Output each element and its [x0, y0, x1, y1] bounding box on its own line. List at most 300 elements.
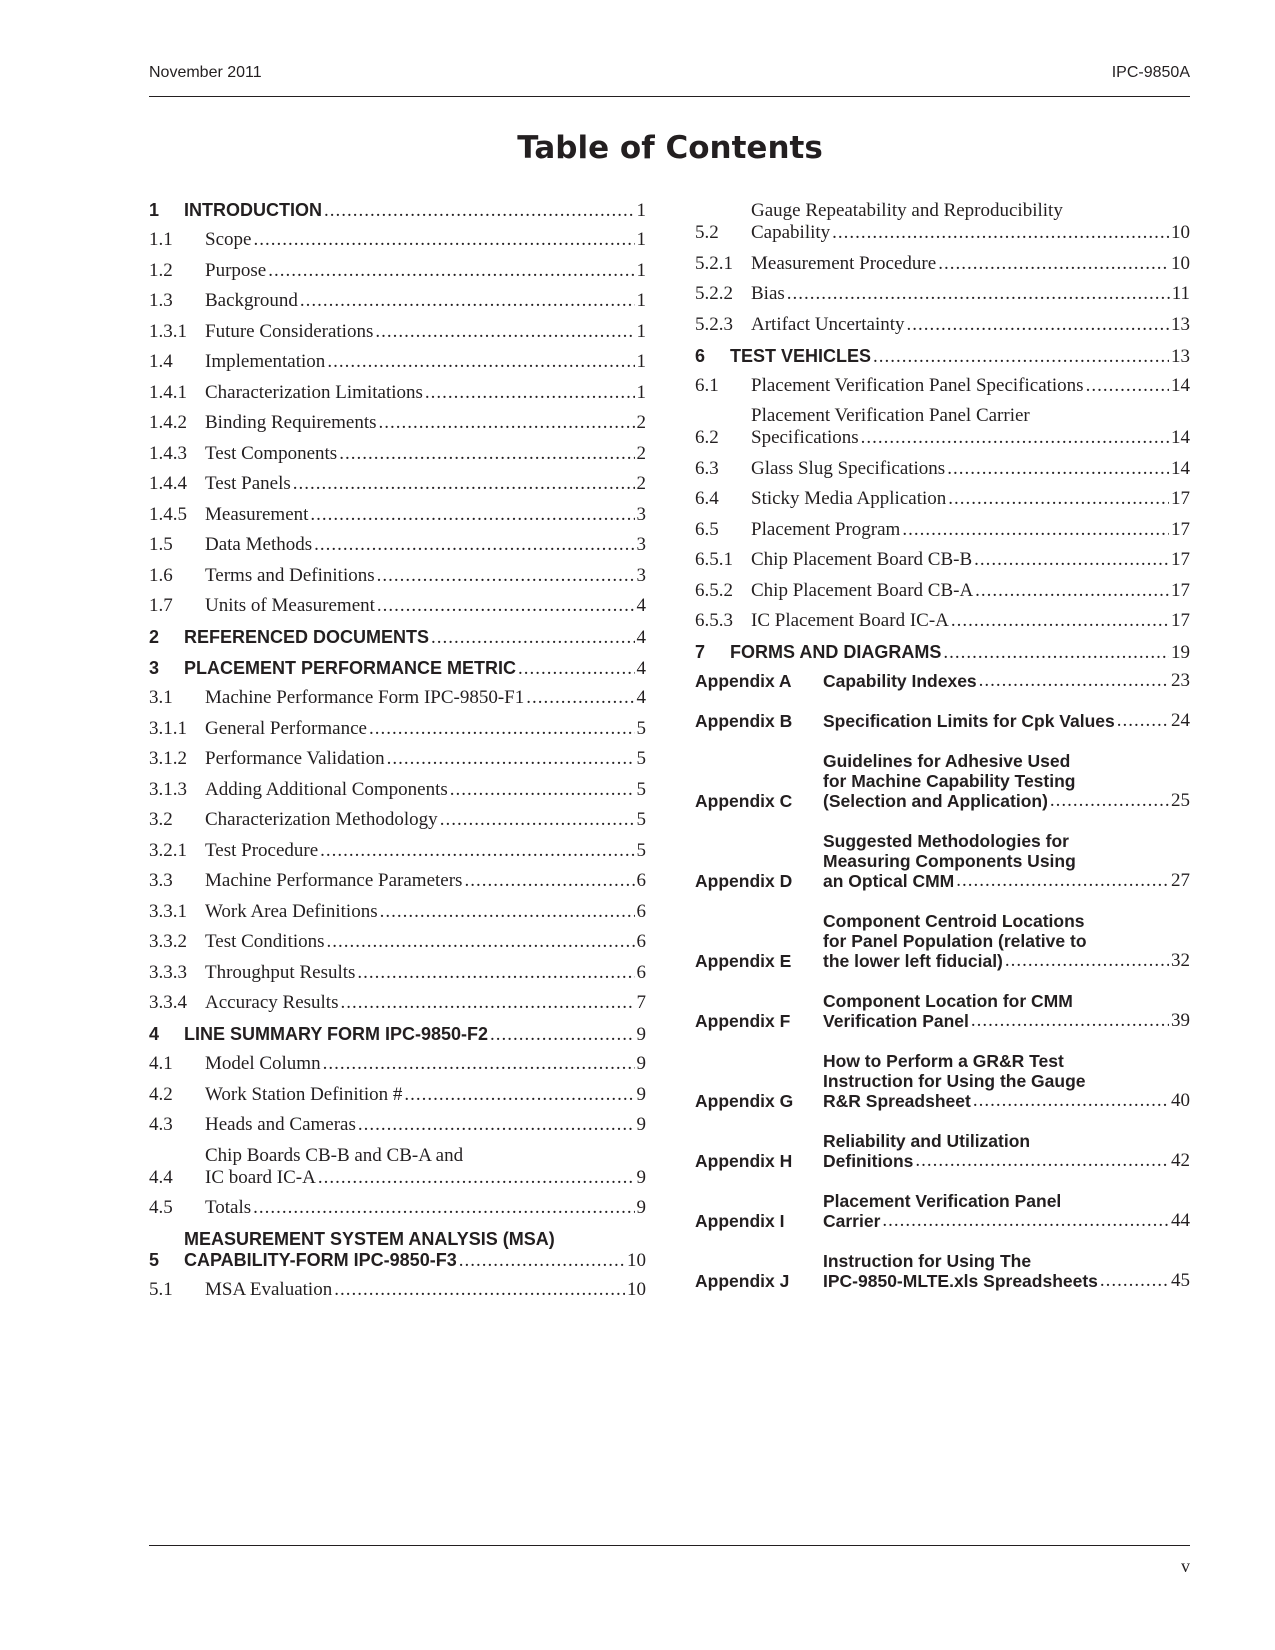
toc-entry-title: Throughput Results: [205, 961, 356, 983]
toc-entry-number: 6.5.3: [695, 610, 733, 631]
toc-entry-number: Appendix D: [695, 871, 793, 891]
toc-entry: [149, 1053, 646, 1075]
toc-entry-number: 5.2: [695, 222, 719, 243]
toc-dot-leader: [979, 671, 1169, 691]
toc-dot-leader: [1005, 951, 1169, 971]
toc-entry-number: 3.2.1: [149, 839, 187, 861]
toc-entry-page: 1: [636, 290, 646, 311]
toc-entry: [695, 671, 1190, 691]
toc-entry-page: 44: [1171, 1210, 1190, 1231]
toc-entry-number: Appendix A: [695, 671, 792, 691]
toc-entry-page: 24: [1171, 710, 1190, 731]
toc-entry-title: Bias: [751, 283, 785, 304]
toc-entry: [695, 253, 1190, 275]
toc-dot-leader: [464, 870, 634, 892]
toc-entry-title: General Performance: [205, 717, 367, 739]
toc-entry-number: 1.1: [149, 229, 173, 250]
toc-entry-number: 3.1.2: [149, 748, 187, 769]
toc-entry-number: Appendix G: [695, 1091, 794, 1111]
toc-entry-title: Background: [205, 290, 298, 311]
toc-entry-page: 6: [636, 870, 646, 891]
toc-entry: [149, 382, 646, 404]
toc-entry-title: Chip Placement Board CB-B: [751, 549, 973, 570]
toc-entry-page: 19: [1171, 642, 1190, 663]
toc-entry-title: Future Considerations: [205, 320, 374, 342]
toc-entry-number: 3.3.1: [149, 900, 187, 922]
toc-entry: [149, 412, 646, 434]
toc-dot-leader: [943, 642, 1169, 663]
toc-entry-title: Glass Slug Specifications: [751, 457, 946, 479]
toc-entry-page: 14: [1171, 374, 1190, 396]
toc-entry-title: Purpose: [205, 259, 267, 281]
toc-entry-title-line: Suggested Methodologies for: [823, 831, 1069, 851]
toc-entry-page: 23: [1171, 670, 1190, 691]
toc-dot-leader: [518, 658, 635, 679]
toc-entry-title: Machine Performance Parameters: [205, 870, 463, 891]
toc-entry-title: Test Components: [205, 442, 338, 464]
toc-entry-title: Test Panels: [205, 473, 291, 494]
toc-entry: [149, 809, 646, 831]
toc-entry-number: 3: [149, 658, 160, 678]
toc-dot-leader: [975, 580, 1169, 602]
toc-dot-leader: [490, 1024, 634, 1045]
toc-entry-title: Capability Indexes: [823, 671, 977, 691]
toc-dot-leader: [425, 382, 635, 404]
toc-entry-title: Characterization Methodology: [205, 809, 438, 830]
toc-entry: [149, 1197, 646, 1219]
toc-entry-title: CAPABILITY-FORM IPC-9850-F3: [184, 1250, 457, 1270]
toc-entry: [149, 534, 646, 556]
toc-entry-title: R&R Spreadsheet: [823, 1091, 971, 1111]
toc-entry-page: 5: [636, 748, 646, 769]
toc-dot-leader: [915, 1151, 1169, 1171]
toc-entry: [695, 831, 1190, 891]
toc-entry-page: 4: [636, 595, 646, 616]
toc-entry-page: 9: [636, 1083, 646, 1105]
toc-entry-title: Capability: [751, 222, 831, 243]
toc-entry-number: 7: [695, 642, 706, 662]
toc-entry-title: Work Station Definition #: [205, 1083, 403, 1105]
toc-entry: [149, 504, 646, 526]
toc-dot-leader: [938, 253, 1169, 275]
toc-entry: [149, 200, 646, 221]
toc-dot-leader: [377, 565, 635, 587]
toc-entry-title-line: Component Location for CMM: [823, 991, 1073, 1011]
toc-entry-page: 5: [636, 809, 646, 830]
toc-entry-title: MSA Evaluation: [205, 1279, 333, 1300]
toc-entry-title-line: Gauge Repeatability and Reproducibility: [751, 200, 1063, 221]
toc-entry-number: Appendix J: [695, 1271, 790, 1291]
toc-entry-number: 1.7: [149, 595, 173, 616]
toc-dot-leader: [1100, 1271, 1169, 1291]
toc-entry-number: 5.1: [149, 1279, 173, 1300]
toc-entry-page: 32: [1171, 950, 1190, 971]
toc-entry: [149, 1279, 646, 1301]
toc-entry-title: IC Placement Board IC-A: [751, 610, 949, 631]
toc-entry-number: 4.4: [149, 1166, 173, 1188]
toc-entry-title: Totals: [205, 1197, 252, 1218]
toc-entry-title-line: for Panel Population (relative to: [823, 931, 1087, 951]
toc-entry-title: Chip Placement Board CB-A: [751, 579, 974, 601]
toc-entry-page: 17: [1171, 549, 1190, 570]
toc-entry-title: the lower left fiducial): [823, 951, 1003, 971]
header-date: November 2011: [149, 64, 262, 81]
toc-dot-leader: [358, 1114, 635, 1136]
toc-dot-leader: [369, 718, 635, 740]
toc-entry-title: Scope: [205, 229, 252, 250]
toc-dot-leader: [357, 962, 634, 984]
toc-entry: [695, 911, 1190, 971]
toc-entry: [695, 751, 1190, 811]
toc-entry: [149, 1024, 646, 1045]
toc-entry-title: PLACEMENT PERFORMANCE METRIC: [184, 658, 516, 678]
toc-entry: [149, 870, 646, 892]
toc-entry-title-line: for Machine Capability Testing: [823, 771, 1076, 791]
toc-entry-title-line: Measuring Components Using: [823, 851, 1076, 871]
toc-entry-page: 13: [1171, 345, 1190, 367]
toc-entry-title-line: How to Perform a GR&R Test: [823, 1051, 1064, 1071]
toc-dot-leader: [253, 229, 634, 251]
toc-entry-page: 5: [636, 778, 646, 800]
toc-dot-leader: [310, 504, 634, 526]
toc-entry: [695, 642, 1190, 663]
toc-entry-page: 5: [636, 839, 646, 861]
toc-entry: [695, 200, 1190, 244]
toc-entry-number: 1.3.1: [149, 320, 187, 342]
toc-entry-title: FORMS AND DIAGRAMS: [730, 642, 942, 662]
toc-dot-leader: [882, 1211, 1169, 1231]
toc-entry: [149, 290, 646, 312]
toc-entry-number: 5.2.3: [695, 313, 733, 335]
toc-entry-page: 17: [1171, 488, 1190, 509]
toc-dot-leader: [1050, 791, 1169, 811]
page-header: [149, 64, 1190, 97]
toc-entry: [149, 931, 646, 953]
toc-entry-number: Appendix H: [695, 1151, 793, 1171]
toc-entry: [149, 962, 646, 984]
toc-dot-leader: [318, 1167, 635, 1189]
toc-entry-title: INTRODUCTION: [184, 200, 322, 220]
toc-entry: [149, 229, 646, 251]
toc-dot-leader: [404, 1084, 634, 1106]
toc-entry: [695, 375, 1190, 397]
toc-entry: [695, 549, 1190, 571]
footer-page-number: v: [1181, 1556, 1190, 1576]
toc-entry-number: Appendix C: [695, 791, 793, 811]
toc-dot-leader: [327, 931, 635, 953]
toc-entry-number: 1.4.5: [149, 503, 187, 525]
toc-dot-leader: [340, 992, 634, 1014]
toc-dot-leader: [787, 283, 1170, 305]
toc-entry-page: 39: [1171, 1010, 1190, 1031]
toc-entry-title: Specifications: [751, 427, 859, 448]
toc-entry: [695, 1251, 1190, 1291]
toc-entry-page: 1: [636, 320, 646, 342]
toc-entry-number: 1.2: [149, 259, 173, 281]
toc-entry-page: 10: [1171, 252, 1190, 274]
toc-entry: [149, 1229, 646, 1271]
header-doc-id: IPC-9850A: [1111, 64, 1190, 81]
toc-entry-title: Adding Additional Components: [205, 778, 448, 800]
toc-dot-leader: [440, 809, 635, 831]
toc-entry-title: Binding Requirements: [205, 412, 377, 433]
toc-entry: [695, 405, 1190, 449]
toc-entry: [149, 473, 646, 495]
toc-dot-leader: [323, 1053, 635, 1075]
toc-entry-page: 9: [636, 1197, 646, 1218]
toc-entry-title-line: Instruction for Using The: [823, 1251, 1032, 1271]
toc-entry-title-line: Instruction for Using the Gauge: [823, 1071, 1086, 1091]
toc-entry-page: 1: [636, 351, 646, 372]
toc-entry: [695, 610, 1190, 632]
toc-entry-title: Artifact Uncertainty: [751, 313, 905, 335]
toc-dot-leader: [300, 290, 635, 312]
toc-entry-number: 6.2: [695, 427, 719, 448]
toc-entry: [149, 1084, 646, 1106]
toc-entry-title: Carrier: [823, 1211, 881, 1231]
toc-entry-title: Terms and Definitions: [205, 564, 375, 586]
toc-entry-title-line: Placement Verification Panel Carrier: [751, 405, 1030, 426]
toc-entry: [695, 1131, 1190, 1171]
toc-entry-page: 1: [636, 259, 646, 281]
toc-dot-leader: [907, 314, 1169, 336]
toc-dot-leader: [431, 627, 634, 648]
toc-dot-leader: [832, 222, 1169, 244]
toc-entry-title: Units of Measurement: [205, 595, 375, 616]
toc-entry-page: 2: [636, 473, 646, 494]
toc-entry-number: 6.3: [695, 457, 719, 479]
toc-entry-title: Test Procedure: [205, 839, 319, 861]
toc-entry-title: Data Methods: [205, 534, 313, 555]
toc-entry-page: 25: [1171, 790, 1190, 811]
toc-entry-page: 9: [636, 1053, 646, 1074]
toc-entry-number: 2: [149, 627, 160, 647]
toc-entry-number: 1.4.4: [149, 473, 187, 494]
toc-entry-page: 3: [636, 564, 646, 586]
toc-dot-leader: [339, 443, 634, 465]
toc-entry-number: 6.4: [695, 488, 719, 509]
toc-entry-page: 45: [1171, 1270, 1190, 1291]
toc-entry-page: 14: [1171, 427, 1190, 448]
toc-entry-title-line: Chip Boards CB-B and CB-A and: [205, 1144, 464, 1166]
toc-entry: [695, 991, 1190, 1031]
toc-entry: [695, 346, 1190, 367]
toc-entry-number: Appendix I: [695, 1211, 785, 1231]
toc-dot-leader: [971, 1011, 1169, 1031]
toc-entry-title: Verification Panel: [823, 1011, 969, 1031]
toc-entry-title-line: MEASUREMENT SYSTEM ANALYSIS (MSA): [184, 1229, 555, 1249]
toc-entry-title: Accuracy Results: [205, 992, 339, 1013]
toc-entry-title: Performance Validation: [205, 748, 385, 769]
toc-entry: [695, 711, 1190, 731]
toc-right-column: [695, 200, 1190, 1311]
toc-entry-number: 5.2.1: [695, 252, 733, 274]
toc-entry: [149, 658, 646, 679]
toc-entry-page: 9: [636, 1114, 646, 1135]
toc-entry-title: Placement Program: [751, 518, 901, 540]
toc-entry-number: 6.5.2: [695, 579, 733, 601]
toc-dot-leader: [334, 1279, 625, 1301]
toc-entry-title: Heads and Cameras: [205, 1114, 356, 1135]
toc-entry-title: REFERENCED DOCUMENTS: [184, 627, 430, 647]
toc-entry-number: 1.3: [149, 290, 173, 311]
toc-dot-leader: [1117, 711, 1169, 731]
toc-entry: [695, 1051, 1190, 1111]
toc-dot-leader: [948, 488, 1169, 510]
toc-entry-number: Appendix B: [695, 711, 793, 731]
toc-entry: [695, 519, 1190, 541]
toc-entry-title: Work Area Definitions: [205, 900, 378, 922]
toc-dot-leader: [861, 427, 1169, 449]
toc-entry-number: 1.4.1: [149, 381, 187, 403]
toc-entry-page: 3: [636, 534, 646, 555]
toc-entry: [149, 748, 646, 770]
toc-entry-number: 1.4.2: [149, 412, 187, 433]
toc-entry-page: 10: [627, 1279, 646, 1300]
toc-entry-title: Characterization Limitations: [205, 381, 423, 403]
toc-entry-number: 5.2.2: [695, 283, 733, 304]
toc-entry-page: 9: [636, 1166, 646, 1188]
toc-entry-number: Appendix F: [695, 1011, 791, 1031]
toc-dot-leader: [450, 779, 635, 801]
toc-entry-page: 4: [636, 687, 646, 708]
toc-entry-number: 4: [149, 1024, 160, 1044]
toc-entry: [149, 687, 646, 709]
toc-entry: [149, 992, 646, 1014]
page-title: Table of Contents: [517, 130, 823, 166]
toc-dot-leader: [526, 687, 634, 709]
toc-entry-page: 6: [636, 900, 646, 922]
toc-entry-title: Specification Limits for Cpk Values: [823, 711, 1115, 731]
toc-entry-number: 3.1.3: [149, 778, 187, 800]
toc-entry-title: Implementation: [205, 351, 326, 372]
toc-entry-page: 11: [1171, 283, 1190, 304]
toc-entry-number: 1.4.3: [149, 442, 187, 464]
toc-dot-leader: [320, 840, 634, 862]
toc-entry-title: an Optical CMM: [823, 871, 955, 891]
toc-dot-leader: [387, 748, 635, 770]
toc-entry-title: Placement Verification Panel Specifications: [751, 374, 1084, 396]
toc-dot-leader: [268, 260, 634, 282]
toc-entry-number: 6.5: [695, 518, 719, 540]
toc-entry-number: 6.5.1: [695, 549, 733, 570]
toc-dot-leader: [974, 549, 1169, 571]
toc-entry-title: Model Column: [205, 1053, 321, 1074]
toc-entry-page: 40: [1171, 1090, 1190, 1111]
toc-entry-title: Sticky Media Application: [751, 488, 947, 509]
toc-entry-number: Appendix E: [695, 951, 792, 971]
toc-dot-leader: [380, 901, 635, 923]
toc-dot-leader: [324, 200, 635, 221]
toc-entry-title: Measurement Procedure: [751, 252, 937, 274]
toc-dot-leader: [293, 473, 635, 495]
toc-entry-number: 6: [695, 345, 706, 366]
toc-entry-page: 17: [1171, 610, 1190, 631]
toc-dot-leader: [951, 610, 1169, 632]
toc-entry-number: 5: [149, 1250, 160, 1270]
toc-dot-leader: [947, 458, 1169, 480]
toc-dot-leader: [873, 346, 1169, 367]
toc-entry: [149, 321, 646, 343]
toc-entry-title: LINE SUMMARY FORM IPC-9850-F2: [184, 1024, 489, 1044]
toc-entry: [149, 565, 646, 587]
toc-dot-leader: [314, 534, 634, 556]
toc-entry-page: 5: [636, 717, 646, 739]
toc-entry-number: 3.2: [149, 809, 173, 830]
toc-entry: [149, 595, 646, 617]
toc-entry: [149, 901, 646, 923]
toc-entry-title: Measurement: [205, 503, 309, 525]
toc-entry-number: 4.3: [149, 1114, 173, 1135]
toc-entry: [695, 314, 1190, 336]
toc-entry-number: 3.3.3: [149, 961, 187, 983]
toc-entry-title-line: Reliability and Utilization: [823, 1131, 1031, 1151]
toc-entry-number: 4.1: [149, 1053, 173, 1074]
toc-entry-number: 1.6: [149, 564, 173, 586]
toc-entry-number: 3.3.4: [149, 992, 187, 1013]
toc-entry: [695, 458, 1190, 480]
toc-entry-page: 14: [1171, 457, 1190, 479]
toc-entry-number: 1.5: [149, 534, 173, 555]
toc-entry-page: 2: [636, 442, 646, 464]
toc-entry-title: Definitions: [823, 1151, 914, 1171]
toc-entry-title: (Selection and Application): [823, 791, 1048, 811]
toc-entry-page: 10: [1171, 222, 1190, 243]
toc-entry: [149, 443, 646, 465]
toc-entry-number: 3.1.1: [149, 717, 187, 739]
toc-entry-page: 4: [636, 658, 646, 679]
toc-entry: [149, 1145, 646, 1189]
toc-entry-number: 3.1: [149, 687, 173, 708]
toc-entry-title: IPC-9850-MLTE.xls Spreadsheets: [823, 1271, 1098, 1291]
toc-entry-number: 1: [149, 200, 160, 220]
toc-entry-title: Test Conditions: [205, 931, 325, 952]
toc-entry-page: 1: [636, 229, 646, 250]
toc-dot-leader: [379, 412, 635, 434]
toc-entry-page: 4: [636, 627, 646, 648]
toc-entry-number: 6.1: [695, 374, 719, 396]
toc-entry: [149, 351, 646, 373]
toc-entry-page: 13: [1171, 313, 1190, 335]
toc-dot-leader: [1086, 375, 1169, 397]
toc-entry-page: 9: [636, 1024, 646, 1045]
toc-entry-number: 4.2: [149, 1083, 173, 1105]
toc-entry: [695, 580, 1190, 602]
toc-entry-page: 42: [1171, 1150, 1190, 1171]
toc-entry: [149, 840, 646, 862]
toc-entry: [695, 1191, 1190, 1231]
toc-dot-leader: [375, 321, 634, 343]
toc-entry: [149, 260, 646, 282]
toc-entry-number: 1.4: [149, 351, 173, 372]
toc-dot-leader: [327, 351, 634, 373]
toc-entry-page: 17: [1171, 579, 1190, 601]
toc-dot-leader: [973, 1091, 1169, 1111]
toc-entry: [149, 779, 646, 801]
toc-entry-page: 1: [636, 200, 646, 221]
toc-dot-leader: [253, 1197, 634, 1219]
toc-entry-number: 3.3: [149, 870, 173, 891]
page-footer: [149, 1545, 1190, 1576]
toc-entry-title: IC board IC-A: [205, 1166, 316, 1188]
toc-entry-title-line: Placement Verification Panel: [823, 1191, 1062, 1211]
toc-entry-page: 3: [636, 503, 646, 525]
toc-entry: [695, 283, 1190, 305]
toc-entry-title-line: Component Centroid Locations: [823, 911, 1085, 931]
toc-entry-page: 6: [636, 931, 646, 952]
toc-entry-page: 17: [1171, 518, 1190, 540]
toc-entry-title: Machine Performance Form IPC-9850-F1: [205, 687, 525, 708]
